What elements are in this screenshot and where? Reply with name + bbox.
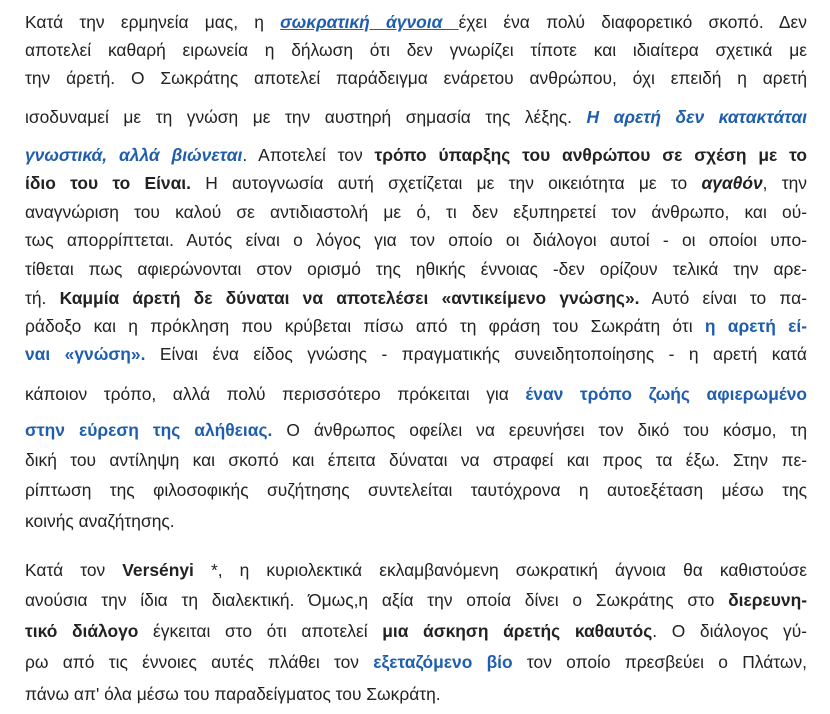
emphasis-bold: Versényi <box>122 560 194 580</box>
text-run: . Αποτελεί τον <box>242 145 375 165</box>
p1-line-17: κοινής αναζήτησης. <box>25 511 175 531</box>
emphasis-blue: ναι «γνώση». <box>25 344 146 364</box>
p2-line-4 <box>25 648 807 676</box>
text-run: έγκειται στο ότι αποτελεί <box>138 621 383 641</box>
text-run: Αυτό είναι το πα- <box>639 288 807 308</box>
emphasis-bold: τικό διάλογο <box>25 621 139 641</box>
p2-line-2 <box>25 586 807 614</box>
p1-line-12 <box>25 340 807 368</box>
text-run: Η αυτογνωσία αυτή σχετίζεται με την οικειότητα με το <box>190 173 702 193</box>
p2-line-5: πάνω απ' όλα μέσω του παραδείγματος του Σωκράτη. <box>25 684 441 704</box>
p1-line-1 <box>25 8 807 36</box>
emphasis-blue: στην εύρεση της αλήθειας. <box>25 420 273 440</box>
text-run: τον οποίο πρεσβεύει ο Πλάτων, <box>512 652 807 672</box>
p1-line-14 <box>25 416 807 444</box>
p1-line-8: τως απορρίπτεται. Αυτός είναι ο λόγος για τον οποίο οι διάλογοι αυτοί - οι οποίοι υπο- <box>25 230 807 250</box>
p1-line-16: ρίπτωση της φιλοσοφικής συζήτησης συντελείται ταυτόχρονα η αυτοεξέταση μέσω της <box>25 480 807 500</box>
text-run: Ο άνθρωπος οφείλει να ερευνήσει τον δικό του κόσμο, τη <box>272 420 807 440</box>
text-run: , την <box>762 173 807 193</box>
text-run: . Ο διάλογος γύ- <box>652 621 807 641</box>
emphasis-blue: γνωστικά, αλλά βιώνεται <box>25 145 243 165</box>
text-run: ρω από τις έννοιες αυτές πλάθει τον <box>25 652 374 672</box>
text-run: έχει ένα πολύ διαφορετικό σκοπό. Δεν <box>458 12 807 32</box>
p1-line-13 <box>25 380 807 408</box>
text-run: κάποιον τρόπο, αλλά πολύ περισσότερο πρόκειται για <box>25 384 526 404</box>
p1-line-2: αποτελεί καθαρή ειρωνεία η δήλωση ότι δεν γνωρίζει τίποτε και ιδιαίτερα σχετικά με <box>25 40 807 60</box>
p1-line-5 <box>25 141 807 169</box>
emphasis-bold: Καμμία άρετή δε δύναται να αποτελέσει «αντικείμενο γνώσης». <box>59 288 640 308</box>
text-run: *, η κυριολεκτικά εκλαμβανόμενη σωκρατική άγνοια θα καθιστούσε <box>193 560 807 580</box>
emphasis-bold: ίδιο του το Είναι. <box>25 173 191 193</box>
p1-line-10 <box>25 284 807 312</box>
text-run: τή. <box>25 288 60 308</box>
emphasis-bold: διερευνη- <box>728 590 807 610</box>
text-run: ισοδυναμεί με τη γνώση με την αυστηρή σημασία της λέξης. <box>25 107 587 127</box>
p1-line-9: τίθεται πως αφιερώνονται στον ορισμό της ηθικής έννοιας -δεν ορίζουν τελικά την αρε- <box>25 259 807 279</box>
p1-line-4 <box>25 103 807 131</box>
text-run: Είναι ένα είδος γνώσης - πραγματικής συνειδητοποίησης - η αρετή κατά <box>145 344 807 364</box>
text-run: ράδοξο και η πρόκληση που κρύβεται πίσω από τη φράση του Σωκράτη ότι <box>25 316 705 336</box>
p1-line-3: την άρετή. Ο Σωκράτης αποτελεί παράδειγμα ενάρετου ανθρώπου, όχι επειδή η αρετή <box>25 68 807 88</box>
p1-line-6 <box>25 169 807 197</box>
emphasis-bold-italic: αγαθόν <box>701 173 763 193</box>
p1-line-11 <box>25 312 807 340</box>
emphasis-blue: Η αρετή δεν κατακτάται <box>586 107 807 127</box>
text-run: Κατά την ερμηνεία μας, η <box>25 12 281 32</box>
text-run: ανούσια την ίδια τη διαλεκτική. Όμως,η αξία την οποία δίνει ο Σωκράτης στο <box>25 590 729 610</box>
p2-line-1 <box>25 556 807 584</box>
link-socratic-ignorance[interactable]: σωκρατική άγνοια <box>280 12 459 32</box>
emphasis-blue: έναν τρόπο ζωής αφιερωμένο <box>525 384 807 404</box>
emphasis-blue: η αρετή εί- <box>704 316 807 336</box>
p2-line-3 <box>25 617 807 645</box>
emphasis-blue: εξεταζόμενο βίο <box>373 652 513 672</box>
p1-line-15: δική του αντίληψη και σκοπό και έπειτα δύναται να στραφεί και προς τα έξω. Στην πε- <box>25 450 807 470</box>
p1-line-7: αναγνώριση του καλού σε αντιδιαστολή με ό, τι δεν εξυπηρετεί τον άνθρωπο, και ού- <box>25 202 807 222</box>
emphasis-bold: τρόπο ύπαρξης του ανθρώπου σε σχέση με το <box>374 145 808 165</box>
emphasis-bold: μια άσκηση άρετής καθαυτός <box>382 621 653 641</box>
text-run: Κατά τον <box>25 560 123 580</box>
